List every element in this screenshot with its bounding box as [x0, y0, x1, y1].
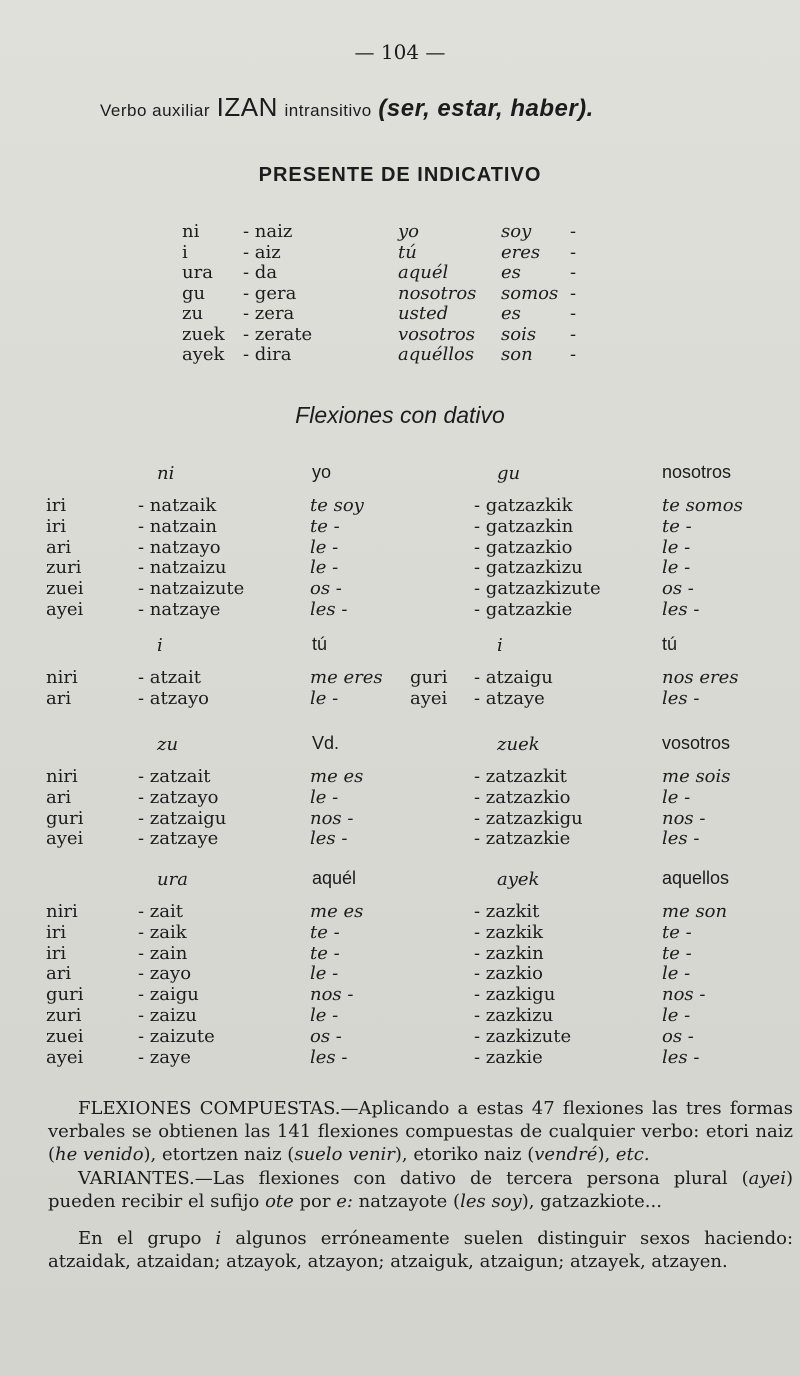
dative-spanish-sing: os - [310, 578, 342, 600]
dative-spanish-plur: le - [662, 557, 691, 579]
dative-indirect: niri [46, 766, 78, 787]
present-pronoun: zu [182, 303, 204, 324]
dative-indirect: iri [46, 921, 67, 943]
dative-spanish-sing: le - [310, 687, 339, 709]
present-form: - gera [243, 282, 297, 304]
dative-form-sing: - natzain [138, 515, 217, 537]
present-pronoun: ni [182, 221, 200, 242]
group-header-spanish-plur: vosotros [662, 733, 731, 753]
group-header-spanish-plur: aquellos [662, 868, 730, 888]
dative-indirect: guri [46, 984, 84, 1006]
present-dash: - [570, 262, 577, 283]
dative-form-plur: - gatzazkik [474, 495, 573, 516]
dative-form-sing: - zaik [138, 921, 187, 943]
present-dash: - [570, 303, 577, 324]
dative-spanish-sing: le - [310, 786, 339, 808]
dative-spanish-sing: les - [310, 599, 348, 620]
present-form: - dira [243, 344, 292, 365]
present-form: - naiz [243, 221, 293, 242]
present-dash: - [570, 282, 577, 304]
group-header-spanish-sing: aquél [312, 868, 357, 888]
dative-spanish-sing: nos - [310, 984, 354, 1006]
dative-indirect: zuei [46, 578, 84, 600]
dative-spanish-sing: le - [310, 963, 339, 985]
present-dash: - [570, 221, 577, 242]
present-spanish-pronoun: nosotros [398, 282, 477, 304]
dative-form-plur: - gatzazkizute [474, 578, 601, 600]
present-form: - da [243, 262, 278, 283]
dative-spanish-plur: me son [662, 901, 728, 922]
present-spanish-verb: es [501, 262, 521, 283]
present-spanish-verb: es [501, 303, 521, 324]
dative-form-sing: - natzaye [138, 599, 221, 620]
page-number: — 104 — [354, 40, 446, 64]
dative-indirect: ari [46, 536, 72, 558]
group-header-basque-plur: zuek [497, 734, 540, 755]
present-spanish-verb: somos [501, 282, 559, 304]
title-part-4: (ser, estar, haber). [378, 95, 594, 122]
group-header-spanish-sing: tú [312, 634, 328, 654]
dative-spanish-sing: les - [310, 1046, 348, 1068]
dative-form-plur: - zazkio [474, 963, 544, 985]
dative-spanish-plur: les - [662, 1046, 700, 1068]
dative-spanish-sing: me es [310, 901, 364, 922]
dative-indirect: niri [46, 667, 78, 688]
present-spanish-pronoun: usted [398, 303, 449, 324]
dative-spanish-plur: le - [662, 786, 691, 808]
dative-form-sing: - zain [138, 942, 188, 964]
dative-form-sing: - natzaik [138, 495, 217, 516]
dative-indirect: iri [46, 515, 67, 537]
dative-spanish-plur: les - [662, 687, 700, 709]
present-form: - zerate [243, 323, 313, 345]
dative-form-plur: - zatzazkit [474, 766, 567, 787]
dative-form-plur: - zazkie [474, 1046, 543, 1068]
dative-indirect: zuri [46, 557, 82, 579]
dative-indirect: ari [46, 786, 72, 808]
group-header-basque-plur: ayek [497, 869, 540, 890]
group-header-spanish-sing: yo [312, 462, 332, 482]
dative-form-sing: - zatzait [138, 766, 211, 787]
dative-form-sing: - zatzaigu [138, 807, 227, 829]
title-part-1: Verbo auxiliar [100, 101, 211, 120]
present-spanish-verb: eres [501, 241, 541, 263]
dative-form-sing: - zaizu [138, 1005, 197, 1026]
present-pronoun: ura [182, 262, 213, 283]
group-header-basque-plur: i [497, 635, 503, 656]
present-spanish-verb: son [501, 344, 533, 365]
dative-form-sing: - atzait [138, 667, 201, 688]
dative-form-plur: - gatzazkizu [474, 557, 583, 579]
dative-form-plur: - gatzazkio [474, 536, 573, 558]
dative-spanish-plur: les - [662, 828, 700, 850]
group-header-basque-sing: ni [157, 463, 175, 484]
dative-form-sing: - zaigu [138, 984, 199, 1006]
dative-spanish-plur: les - [662, 599, 700, 620]
dative-form-plur: - atzaye [474, 687, 545, 709]
dative-form-sing: - zatzaye [138, 828, 219, 850]
dative-form-sing: - atzayo [138, 687, 209, 709]
dative-indirect: ayei [46, 599, 84, 620]
present-spanish-pronoun: yo [398, 221, 420, 242]
dative-indirect: iri [46, 942, 67, 964]
dative-heading: Flexiones con dativo [295, 402, 505, 428]
present-spanish-pronoun: aquéllos [398, 344, 475, 365]
dative-spanish-sing: te - [310, 942, 340, 964]
present-form: - zera [243, 303, 295, 324]
dative-spanish-plur: le - [662, 536, 691, 558]
present-pronoun: gu [182, 282, 206, 304]
present-pronoun: zuek [182, 323, 225, 345]
dative-form-plur: - zazkizute [474, 1025, 572, 1047]
dative-form-sing: - zait [138, 901, 184, 922]
dative-spanish-sing: os - [310, 1025, 342, 1047]
dative-indirect: niri [46, 901, 78, 922]
body-paragraph: FLEXIONES COMPUESTAS.—Aplicando a estas 47 flexiones las tres formas verbales se obtienen las 141 flexiones compuestas de cualquier verbo: etori naiz (he venido), etortzen naiz (suelo venir), etoriko naiz (vendré), etc. [48, 1098, 793, 1165]
present-dash: - [570, 323, 577, 345]
present-pronoun: ayek [182, 344, 225, 365]
dative-form-sing: - natzaizu [138, 557, 227, 579]
present-dash: - [570, 344, 577, 365]
body-paragraph: En el grupo i algunos erróneamente suelen distinguir sexos haciendo: atzaidak, atzaidan; atzayok, atzayon; atzaiguk, atzaigun; atzayek, atzayen. [48, 1228, 794, 1272]
dative-spanish-sing: les - [310, 828, 348, 850]
dative-form-plur: - zazkizu [474, 1005, 554, 1026]
dative-indirect: ayei [46, 828, 84, 850]
dative-form-plur: - atzaigu [474, 667, 553, 688]
dative-form-plur: - gatzazkie [474, 599, 573, 620]
title-part-3: intransitivo [284, 101, 372, 120]
dative-form-sing: - zayo [138, 963, 192, 985]
present-spanish-pronoun: vosotros [398, 323, 475, 345]
group-header-spanish-plur: nosotros [662, 462, 732, 482]
dative-spanish-sing: me es [310, 766, 364, 787]
present-spanish-verb: soy [501, 221, 532, 242]
dative-spanish-sing: me eres [310, 667, 383, 688]
group-header-basque-sing: i [157, 635, 163, 656]
dative-spanish-plur: te - [662, 515, 692, 537]
present-dash: - [570, 241, 577, 263]
group-header-spanish-sing: Vd. [312, 733, 340, 753]
dative-form-plur: - gatzazkin [474, 515, 574, 537]
present-spanish-pronoun: tú [398, 241, 417, 263]
dative-form-plur: - zazkin [474, 942, 544, 964]
present-spanish-verb: sois [501, 323, 537, 345]
dative-indirect: ayei [46, 1046, 84, 1068]
group-header-basque-sing: zu [157, 734, 179, 755]
group-header-basque-sing: ura [157, 869, 188, 890]
dative-form-plur: - zatzazkie [474, 828, 571, 850]
dative-indirect: ari [46, 687, 72, 709]
dative-form-sing: - natzaizute [138, 578, 245, 600]
dative-form-plur: - zatzazkigu [474, 807, 583, 829]
dative-spanish-sing: le - [310, 557, 339, 579]
dative-indirect: ari [46, 963, 72, 985]
dative-spanish-plur: te - [662, 942, 692, 964]
present-spanish-pronoun: aquél [398, 262, 449, 283]
dative-spanish-sing: te - [310, 921, 340, 943]
dative-spanish-plur: te - [662, 921, 692, 943]
dative-spanish-plur: nos - [662, 807, 706, 829]
body-paragraph: VARIANTES.—Las flexiones con dativo de tercera persona plural (ayei) pueden recibir el sufijo ote por e: natzayote (les soy), gatzazkiote... [48, 1168, 793, 1212]
dative-spanish-plur: te somos [662, 495, 743, 516]
dative-indirect-plural: guri [410, 667, 448, 688]
dative-spanish-sing: nos - [310, 807, 354, 829]
dative-spanish-sing: le - [310, 536, 339, 558]
present-heading: PRESENTE DE INDICATIVO [258, 164, 542, 186]
dative-spanish-plur: os - [662, 1025, 694, 1047]
present-form: - aiz [243, 241, 281, 263]
dative-form-sing: - natzayo [138, 536, 221, 558]
dative-spanish-plur: os - [662, 578, 694, 600]
dative-spanish-plur: nos eres [662, 667, 739, 688]
dative-spanish-sing: le - [310, 1005, 339, 1026]
dative-form-sing: - zaye [138, 1046, 191, 1068]
page-title [100, 92, 594, 123]
dative-indirect-plural: ayei [410, 687, 448, 709]
present-pronoun: i [182, 241, 188, 263]
dative-spanish-plur: nos - [662, 984, 706, 1006]
dative-spanish-plur: le - [662, 1005, 691, 1026]
dative-indirect: zuri [46, 1005, 82, 1026]
dative-form-plur: - zazkik [474, 921, 544, 943]
dative-form-plur: - zazkigu [474, 984, 556, 1006]
title-part-2: IZAN [216, 92, 278, 122]
group-header-spanish-plur: tú [662, 634, 678, 654]
dative-form-plur: - zatzazkio [474, 786, 571, 808]
dative-indirect: guri [46, 807, 84, 829]
dative-spanish-sing: te - [310, 515, 340, 537]
dative-form-sing: - zaizute [138, 1025, 215, 1047]
dative-form-plur: - zazkit [474, 901, 540, 922]
group-header-basque-plur: gu [497, 463, 521, 484]
dative-spanish-plur: le - [662, 963, 691, 985]
dative-spanish-plur: me sois [662, 766, 731, 787]
dative-spanish-sing: te soy [310, 495, 364, 516]
dative-indirect: iri [46, 495, 67, 516]
dative-indirect: zuei [46, 1025, 84, 1047]
dative-form-sing: - zatzayo [138, 786, 219, 808]
